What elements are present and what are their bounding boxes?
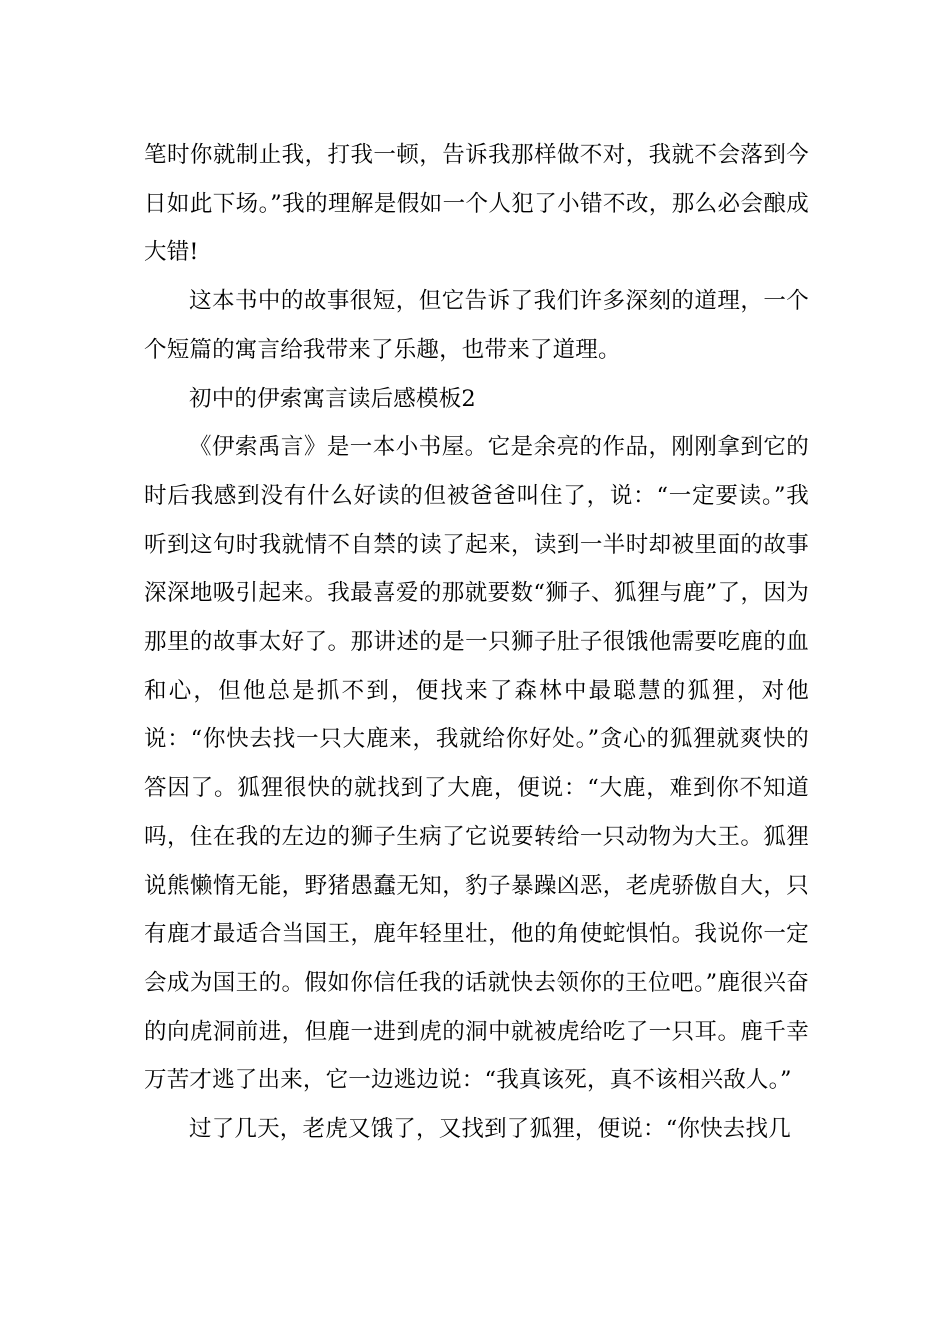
paragraph-3: 《伊索禹言》是一本小书屋。它是余亮的作品，刚刚拿到它的时后我感到没有什么好读的但被爸爸叫住了，说：“一定要读。”我听到这句时我就情不自禁的读了起来，读到一半时却被里面的故事深深地吸引起来。我最喜爱的那就要数“狮子、狐狸与鹿”了，因为那里的故事太好了。那讲述的是一只狮子肚子很饿他需要吃鹿的血和心，但他总是抓不到，便找来了森林中最聪慧的狐狸，对他说：“你快去找一只大鹿来，我就给你好处。”贪心的狐狸就爽快的答因了。狐狸很快的就找到了大鹿，便说：“大鹿，难到你不知道吗，住在我的左边的狮子生病了它说要转给一只动物为大王。狐狸说熊懒惰无能，野猪愚蠢无知，豹子暴躁凶恶，老虎骄傲自大，只有鹿才最适合当国王，鹿年轻里壮，他的角使蛇惧怕。我说你一定会成为国王的。假如你信任我的话就快去领你的王位吧。”鹿很兴奋的向虎洞前进，但鹿一进到虎的洞中就被虎给吃了一只耳。鹿千幸万苦才逃了出来，它一边逃边说：“我真该死，真不该相兴敌人。” [144, 434, 809, 1094]
document-body [144, 131, 809, 1154]
paragraph-4: 过了几天，老虎又饿了，又找到了狐狸，便说：“你快去找几 [189, 1116, 791, 1143]
paragraph-1: 笔时你就制止我，打我一顿，告诉我那样做不对，我就不会落到今日如此下场。”我的理解是假如一个人犯了小错不改，那么必会酿成大错! [144, 142, 809, 266]
paragraph-2: 这本书中的故事很短，但它告诉了我们许多深刻的道理，一个个短篇的寓言给我带来了乐趣，也带来了道理。 [144, 288, 809, 363]
section-heading: 初中的伊索寓言读后感模板2 [189, 385, 476, 412]
